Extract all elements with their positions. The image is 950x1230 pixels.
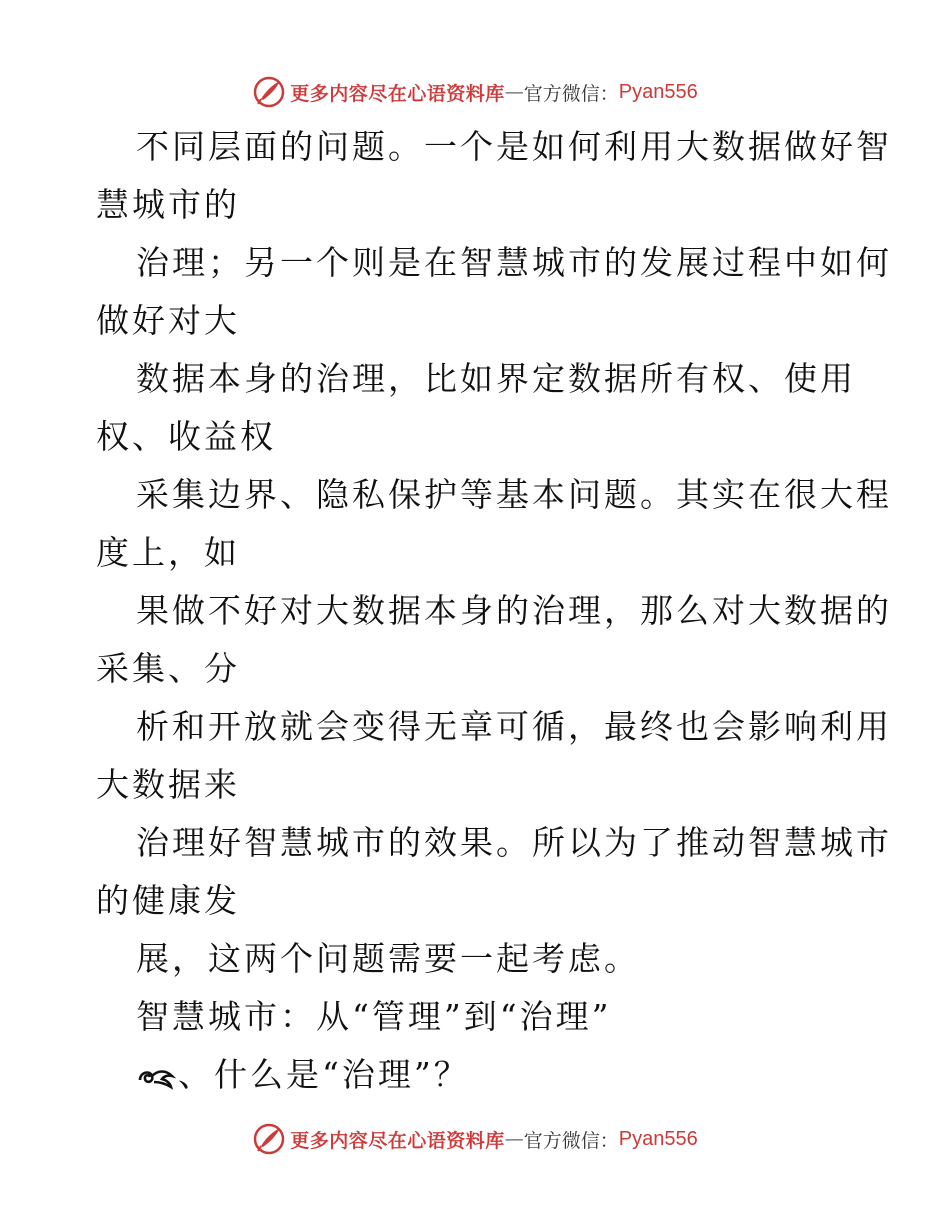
header-wechat-id: Pyan556 [618,80,698,103]
footer-wechat-id: Pyan556 [618,1127,698,1150]
text-line-13: 治理好智慧城市的效果。所以为了推动智慧城市 [136,823,892,862]
text-line-1: 不同层面的问题。一个是如何利用大数据做好智 [136,127,892,166]
text-line-8: 度上，如 [96,533,240,572]
header-site-text: 更多内容尽在心语资料库 [290,82,505,105]
subsection-heading-text: 、什么是“治理”？ [178,1055,470,1094]
header-wechat-label: 官方微信： [523,82,619,105]
footer-separator: — [504,1128,524,1150]
text-line-2: 慧城市的 [96,185,240,224]
footer-site-text: 更多内容尽在心语资料库 [290,1129,505,1152]
footer-wechat-label: 官方微信： [523,1129,619,1152]
text-line-11: 析和开放就会变得无章可循，最终也会影响利用 [136,707,892,746]
header-banner [0,72,950,112]
text-line-6: 权、收益权 [96,417,276,456]
text-line-10: 采集、分 [96,649,240,688]
text-line-15: 展，这两个问题需要一起考虑。 [136,939,640,978]
text-line-12: 大数据来 [96,765,240,804]
text-line-3: 治理；另一个则是在智慧城市的发展过程中如何 [136,243,892,282]
quill-logo-icon [252,75,286,109]
text-line-5: 数据本身的治理，比如界定数据所有权、使用 [136,359,856,398]
text-line-7: 采集边界、隐私保护等基本问题。其实在很大程 [136,475,892,514]
fleuron-ornament-icon [136,1062,178,1092]
text-line-9: 果做不好对大数据本身的治理，那么对大数据的 [136,591,892,630]
section-heading: 智慧城市：从“管理”到“治理” [136,997,612,1036]
document-body [96,118,892,1104]
text-line-14: 的健康发 [96,881,240,920]
header-separator: — [504,81,524,103]
footer-banner [0,1119,950,1159]
quill-logo-icon [252,1122,286,1156]
subsection-heading [96,1046,856,1104]
text-line-4: 做好对大 [96,301,240,340]
